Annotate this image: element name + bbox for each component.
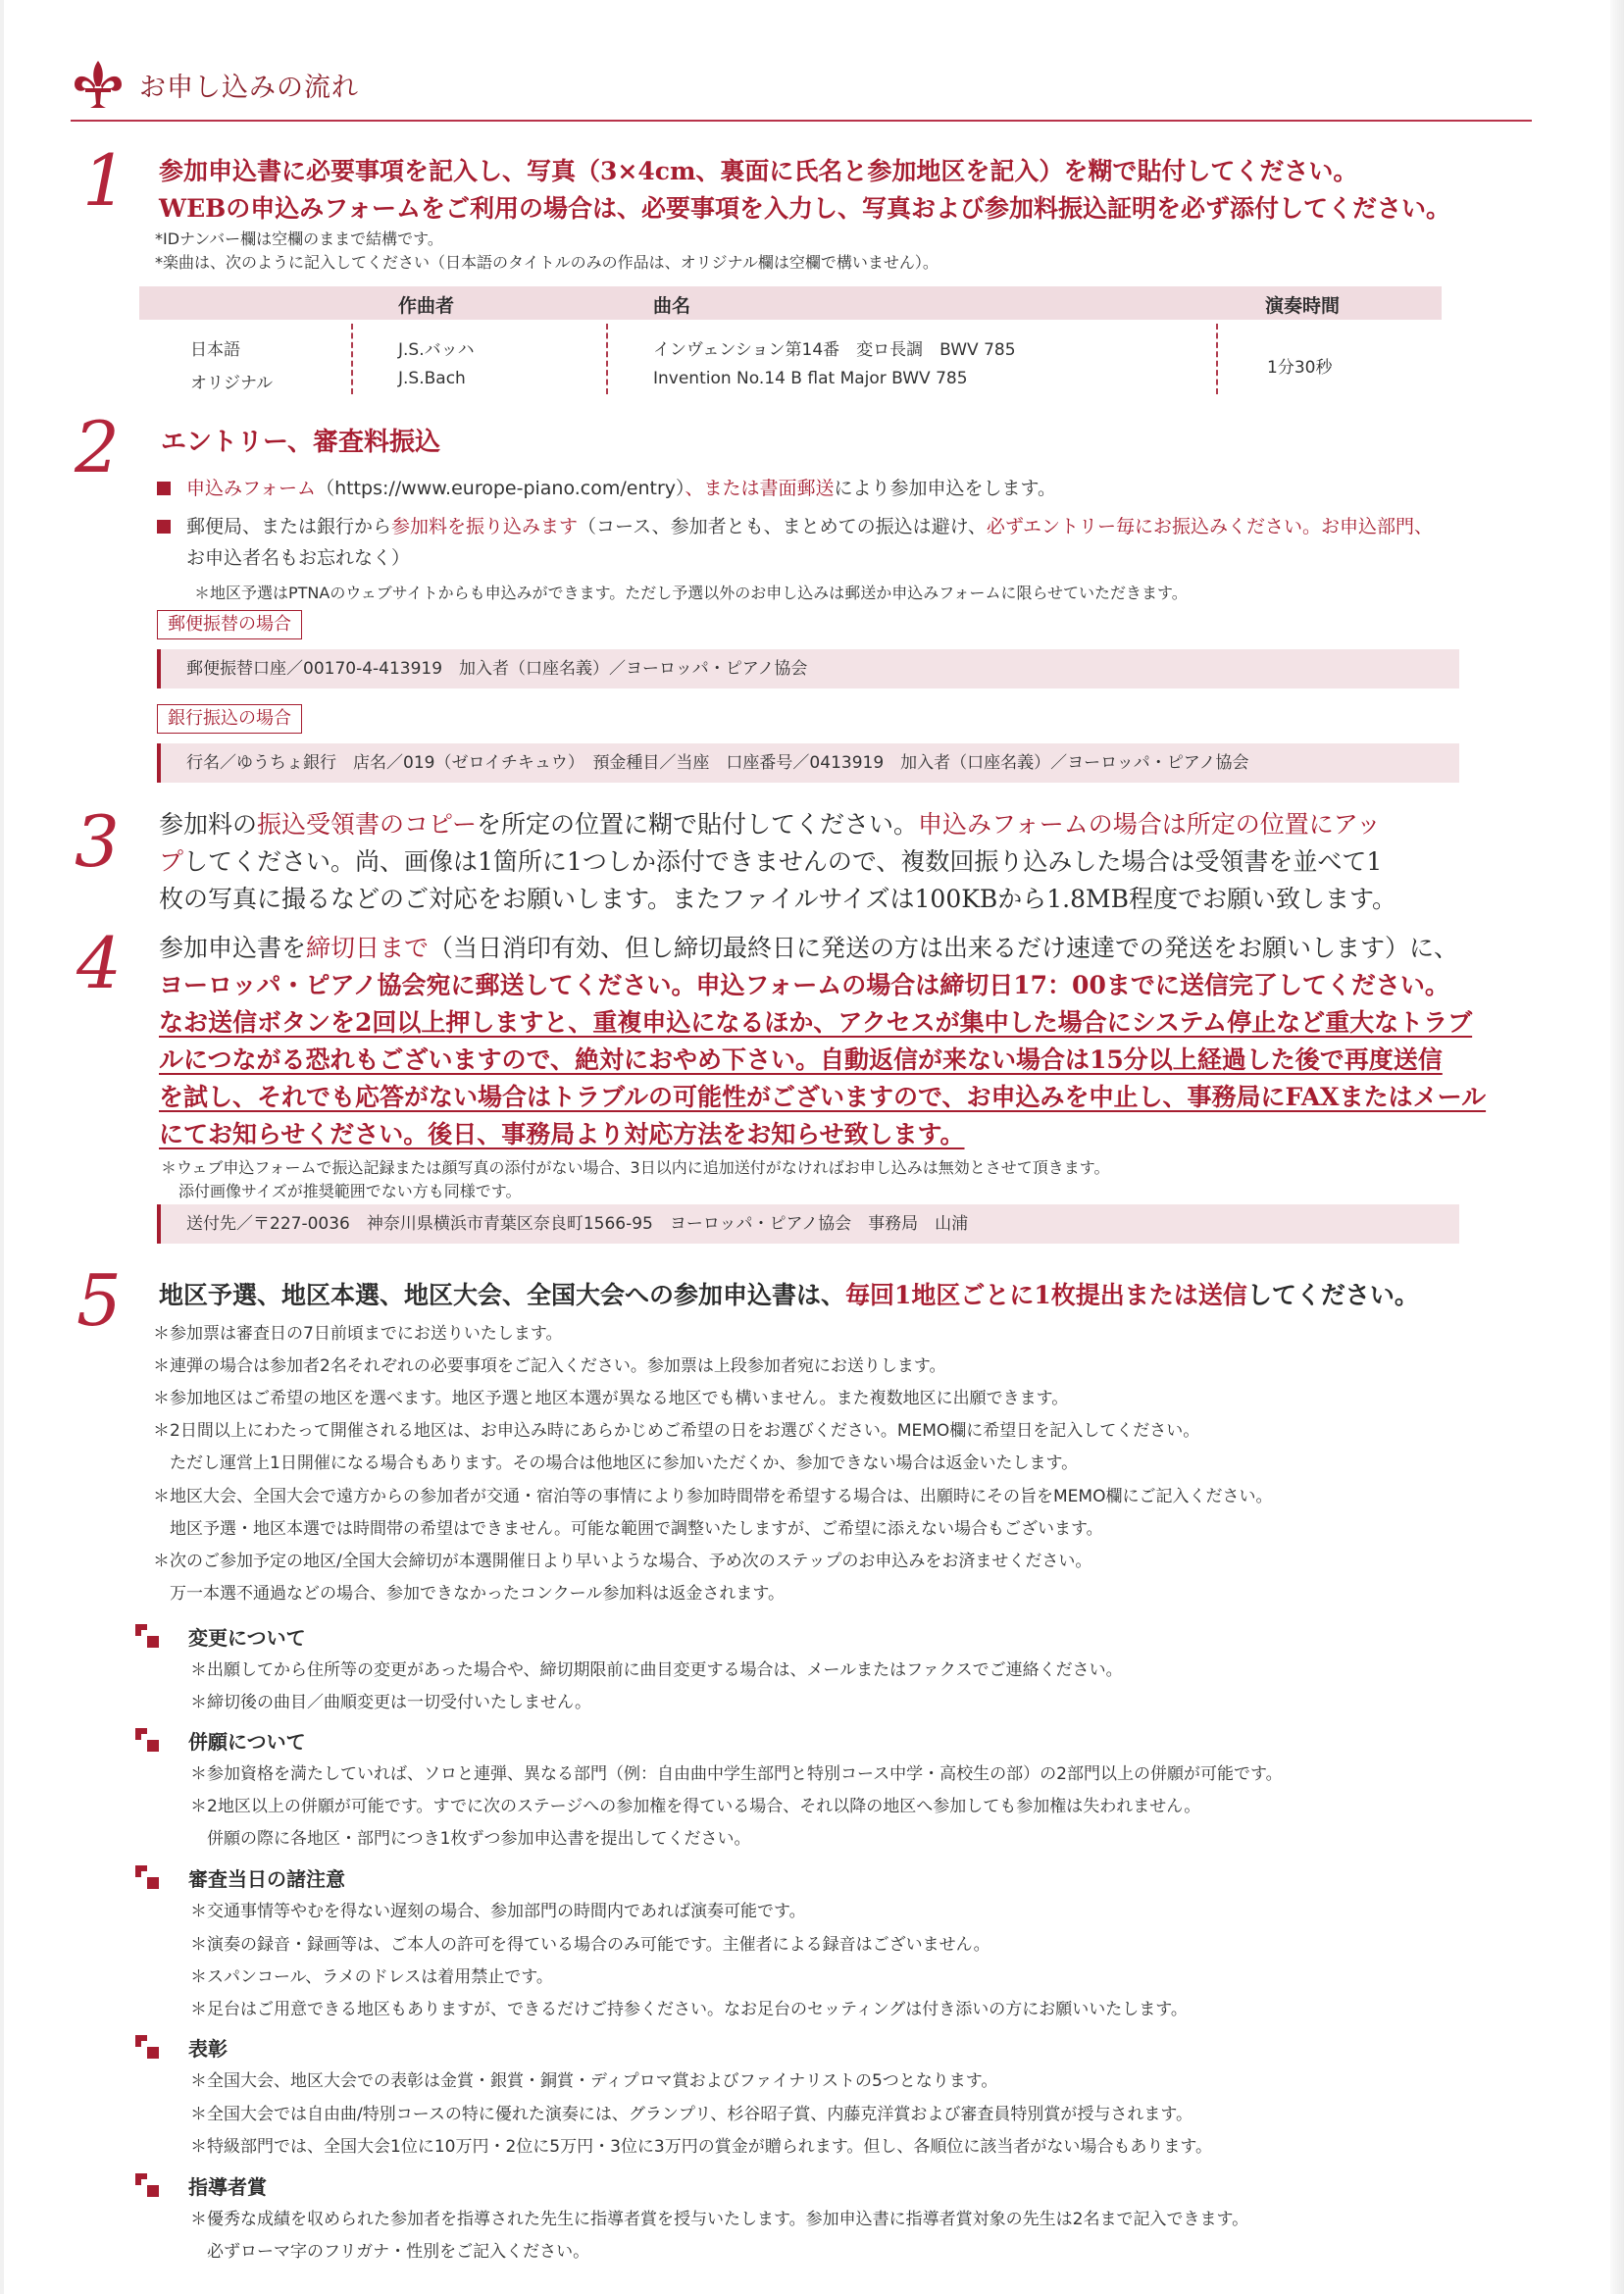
step-4-warning-2: ルにつながる恐れもございますので、絶対におやめ下さい。自動返信が来ない場合は15分以上経過した後で再度送信 [159,1045,1443,1074]
step-3-line-2: プしてください。尚、画像は1箇所に1つしか添付できませんので、複数回振り込みした場合は受領書を並べて1 [159,847,1383,876]
bullet-square [157,482,171,495]
step-3-number: 3 [75,800,120,883]
postal-transfer-tag: 郵便振替の場合 [157,610,302,639]
step-4-warning-1: なお送信ボタンを2回以上押しますと、重複申込になるほか、アクセスが集中した場合にシステム停止など重大なトラブ [159,1008,1473,1037]
postal-account-bar: 郵便振替口座／00170-4-413919 加入者（口座名義）／ヨーロッパ・ピアノ協会 [157,649,1459,688]
step-4-number: 4 [76,922,122,1004]
section-line: ＊スパンコール、ラメのドレスは着用禁止です。 [190,1967,553,1987]
section-line: ＊全国大会、地区大会での表彰は金賞・銀賞・銅賞・ディプロマ賞およびファイナリストの5つとなります。 [190,2071,998,2091]
section-line: 必ずローマ字のフリガナ・性別をご記入ください。 [190,2242,590,2262]
step-2-note: ＊地区予選はPTNAのウェブサイトからも申込みができます。ただし予選以外のお申し込みは郵送か申込みフォームに限らせていただきます。 [194,584,1188,602]
step-2-number: 2 [75,406,120,488]
step-5-number: 5 [76,1259,122,1342]
table-divider [351,324,353,394]
table-divider [1216,324,1218,394]
step-3-line-3: 枚の写真に撮るなどのご対応をお願いします。またファイルサイズは100KBから1.8MB程度でお願い致します。 [159,885,1396,913]
step-1-line-1: 参加申込書に必要事項を記入し、写真（3×4cm、裏面に氏名と参加地区を記入）を糊で貼付してください。 [159,157,1358,185]
section-line: ＊全国大会では自由曲/特別コースの特に優れた演奏には、グランプリ、杉谷昭子賞、内藤克洋賞および審査員特別賞が授与されます。 [190,2105,1193,2124]
row-label-original: オリジナル [190,374,274,393]
step-4-note-1: ＊ウェブ申込フォームで振込記録または顔写真の添付がない場合、3日以内に追加送付がなければお申し込みは無効とさせて頂きます。 [161,1158,1110,1177]
step-5-note: ＊2日間以上にわたって開催される地区は、お申込み時にあらかじめご希望の日をお選びください。MEMO欄に希望日を記入してください。 [153,1421,1200,1441]
header-time: 演奏時間 [1265,295,1341,317]
page-title: お申し込みの流れ [139,72,359,103]
header-divider [71,120,1532,122]
step-5-line-1: 地区予選、地区本選、地区大会、全国大会への参加申込書は、毎回1地区ごとに1枚提出または送信してください。 [159,1281,1419,1309]
section-line: ＊演奏の録音・録画等は、ご本人の許可を得ている場合のみ可能です。主催者による録音はございません。 [190,1935,990,1955]
step-4-warning-4: にてお知らせください。後日、事務局より対応方法をお知らせ致します。 [159,1120,965,1148]
bank-account-bar: 行名／ゆうちょ銀行 店名／019（ゼロイチキュウ） 預金種目／当座 口座番号／0413919 加入者（口座名義）／ヨーロッパ・ピアノ協会 [157,743,1459,783]
step-5-note: ＊地区大会、全国大会で遠方からの参加者が交通・宿泊等の事情により参加時間帯を希望する場合は、出願時にその旨をMEMO欄にご記入ください。 [153,1487,1273,1506]
section-marker-icon [135,1624,161,1648]
table-divider [606,324,608,394]
step-2-bullet-2: 郵便局、または銀行から参加料を振り込みます（コース、参加者とも、まとめての振込は避け、必ずエントリー毎にお振込みください。お申込部門、 [186,516,1433,537]
scan-edge-left [0,0,4,2294]
step-1-line-2: WEBの申込みフォームをご利用の場合は、必要事項を入力し、写真および参加料振込証明を必ず添付してください。 [159,194,1451,223]
mailing-address-bar: 送付先／〒227-0036 神奈川県横浜市青葉区奈良町1566-95 ヨーロッパ・ピアノ協会 事務局 山浦 [157,1204,1459,1244]
step-4-note-2: 添付画像サイズが推奨範囲でない方も同様です。 [178,1182,522,1200]
bullet-square [157,520,171,534]
row-title-original: Invention No.14 B flat Major BWV 785 [653,369,968,388]
section-line: ＊2地区以上の併願が可能です。すでに次のステージへの参加権を得ている場合、それ以降の地区へ参加しても参加権は失われません。 [190,1797,1201,1816]
section-title-audition-day: 審査当日の諸注意 [188,1867,345,1891]
section-line: 併願の際に各地区・部門につき1枚ずつ参加申込書を提出してください。 [190,1829,751,1849]
section-line: ＊足台はご用意できる地区もありますが、できるだけご持参ください。なお足台のセッティングは付き添いの方にお願いいたします。 [190,2000,1188,2019]
section-line: ＊参加資格を満たしていれば、ソロと連弾、異なる部門（例：自由曲中学生部門と特別コース中学・高校生の部）の2部門以上の併願が可能です。 [190,1764,1283,1784]
step-1-note-2: *楽曲は、次のように記入してください（日本語のタイトルのみの作品は、オリジナル欄は空欄で構いません）。 [155,253,939,272]
step-5-note: 地区予選・地区本選では時間帯の希望はできません。可能な範囲で調整いたしますが、ご希望に添えない場合もございます。 [153,1519,1103,1539]
table-header [139,286,1442,320]
step-2-title: エントリー、審査料振込 [161,428,440,457]
section-title-awards: 表彰 [188,2037,228,2061]
table-body [139,320,1442,398]
section-marker-icon [135,1728,161,1752]
step-2-bullet-2-cont: お申込者名もお忘れなく） [186,547,411,569]
step-4-line-2: ヨーロッパ・ピアノ協会宛に郵送してください。申込フォームの場合は締切日17：00までに送信完了してください。 [159,971,1449,999]
section-line: ＊特級部門では、全国大会1位に10万円・2位に5万円・3位に3万円の賞金が贈られます。但し、各順位に該当者がない場合もあります。 [190,2137,1212,2157]
row-label-japanese: 日本語 [190,340,240,360]
step-1-number: 1 [82,139,127,222]
step-5-note: ＊次のご参加予定の地区/全国大会締切が本選開催日より早いような場合、予め次のステップのお申込みをお済ませください。 [153,1552,1092,1571]
step-5-note: ＊参加票は審査日の7日前頃までにお送りいたします。 [153,1324,563,1344]
step-3-line-1: 参加料の振込受領書のコピーを所定の位置に糊で貼付してください。申込みフォームの場合は所定の位置にアッ [159,810,1382,839]
bank-transfer-tag: 銀行振込の場合 [157,704,302,734]
step-4-line-1: 参加申込書を締切日まで（当日消印有効、但し締切最終日に発送の方は出来るだけ速達での発送をお願いします）に、 [159,934,1459,962]
header-composer: 作曲者 [398,295,455,317]
step-5-note: ただし運営上1日開催になる場合もあります。その場合は他地区に参加いただくか、参加できない場合は返金いたします。 [153,1453,1079,1473]
section-marker-icon [135,2173,161,2197]
step-5-note: ＊参加地区はご希望の地区を選べます。地区予選と地区本選が異なる地区でも構いません。また複数地区に出願できます。 [153,1389,1069,1408]
section-line: ＊交通事情等やむを得ない遅刻の場合、参加部門の時間内であれば演奏可能です。 [190,1902,806,1921]
section-line: ＊出願してから住所等の変更があった場合や、締切期限前に曲目変更する場合は、メールまたはファクスでご連絡ください。 [190,1660,1123,1680]
header-title: 曲名 [653,295,691,317]
example-table [139,286,1442,398]
row-time: 1分30秒 [1267,358,1333,378]
fleur-de-lis-icon [71,59,126,110]
section-marker-icon [135,2035,161,2059]
row-title-japanese: インヴェンション第14番 変ロ長調 BWV 785 [653,340,1016,360]
row-composer-japanese: J.S.バッハ [398,340,475,360]
section-title-changes: 変更について [188,1626,306,1650]
section-title-multiple-applications: 併願について [188,1730,306,1754]
scan-edge-right [1610,0,1624,2294]
step-5-note: ＊連弾の場合は参加者2名それぞれの必要事項をご記入ください。参加票は上段参加者宛にお送りします。 [153,1356,946,1376]
row-composer-original: J.S.Bach [398,369,466,388]
section-title-teacher-award: 指導者賞 [188,2175,267,2199]
section-marker-icon [135,1865,161,1889]
page-header [71,57,359,112]
section-line: ＊優秀な成績を収められた参加者を指導された先生に指導者賞を授与いたします。参加申込書に指導者賞対象の先生は2名まで記入できます。 [190,2210,1249,2229]
step-5-note: 万一本選不通過などの場合、参加できなかったコンクール参加料は返金されます。 [153,1584,785,1604]
section-line: ＊締切後の曲目／曲順変更は一切受付いたしません。 [190,1693,592,1712]
step-2-bullet-1: 申込みフォーム（https://www.europe-piano.com/entry）、または書面郵送により参加申込をします。 [186,478,1057,499]
step-4-warning-3: を試し、それでも応答がない場合はトラブルの可能性がございますので、お申込みを中止し、事務局にFAXまたはメール [159,1083,1487,1111]
step-1-note-1: *IDナンバー欄は空欄のままで結構です。 [155,229,443,248]
